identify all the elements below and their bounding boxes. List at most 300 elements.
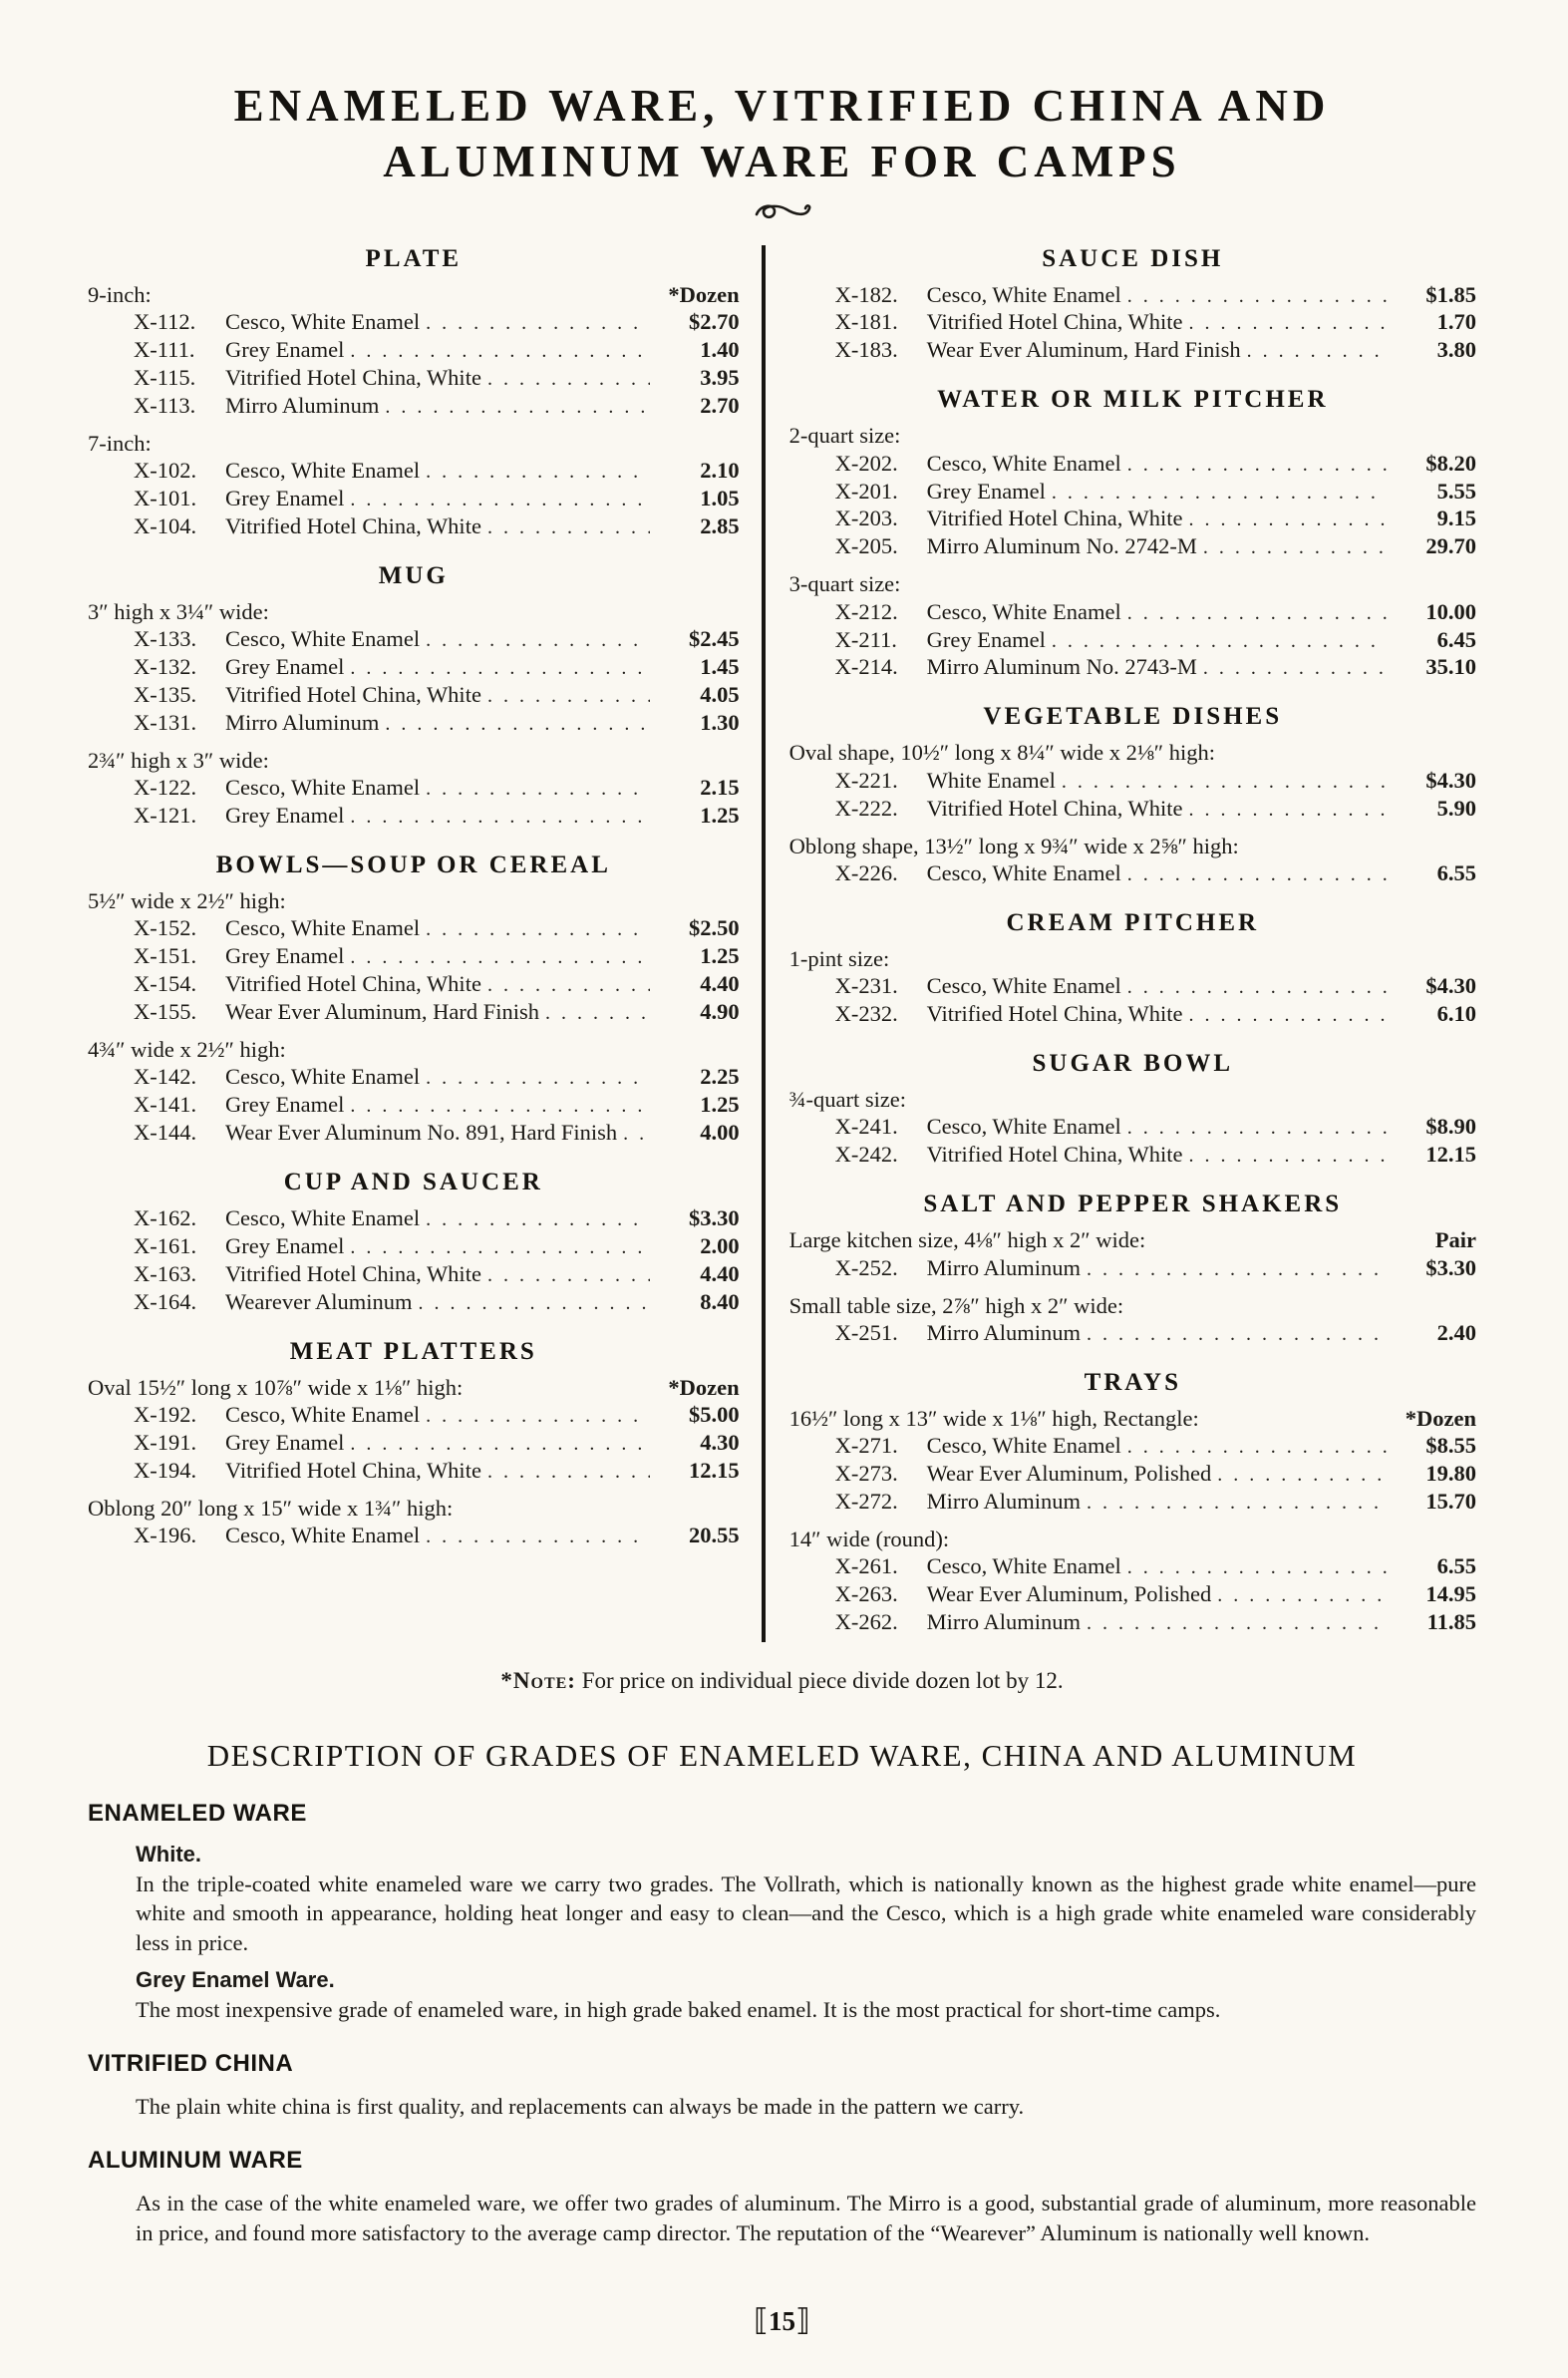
item-code: X-203.	[834, 506, 898, 531]
description-section-title: ALUMINUM WARE	[88, 2147, 303, 2175]
group-size-label: 4¾″ wide x 2½″ high:	[88, 1036, 286, 1062]
dot-leader	[1087, 1488, 1387, 1516]
dot-leader	[1203, 653, 1387, 681]
description-subtitle: Grey Enamel Ware.	[136, 1966, 335, 1992]
group-head	[789, 1292, 1476, 1319]
item-price: 19.80	[1425, 1461, 1476, 1487]
item-code: X-262.	[834, 1609, 898, 1635]
group-size-label: 2¾″ high x 3″ wide:	[88, 747, 269, 773]
group-size-label: 5½″ wide x 2½″ high:	[88, 887, 286, 913]
catalog-item	[88, 625, 740, 653]
item-description: Vitrified Hotel China, White	[926, 1142, 1183, 1168]
section-title: PLATE	[365, 244, 463, 272]
item-group	[789, 1292, 1476, 1347]
item-description: Cesco, White Enamel	[926, 1553, 1121, 1579]
dot-leader	[385, 392, 649, 420]
item-price: 29.70	[1425, 533, 1476, 559]
catalog-section	[789, 703, 1476, 887]
catalog-column-left	[88, 245, 762, 1643]
item-price: 2.10	[700, 457, 740, 483]
section-title: CUP AND SAUCER	[283, 1168, 543, 1195]
catalog-item	[88, 1522, 740, 1549]
catalog-item	[789, 767, 1476, 795]
item-description: Grey Enamel	[225, 943, 345, 969]
dot-leader	[1189, 1141, 1387, 1169]
catalog-item	[88, 1063, 740, 1091]
item-code: X-112.	[134, 308, 196, 334]
item-price: 35.10	[1425, 654, 1476, 680]
catalog-columns	[88, 245, 1476, 1643]
section-title: MEAT PLATTERS	[289, 1337, 537, 1365]
dot-leader	[1062, 767, 1387, 795]
item-code: X-242.	[834, 1142, 898, 1168]
description-paragraph: In the triple-coated white enameled ware we carry two grades. The Vollrath, which is nationally known as the highest grade white enamel—pure white and smooth in appearance, holding heat longer and easy to clean—and the Cesco, which is a high grade white enameled ware considerably less in price.	[136, 1871, 1476, 1955]
item-code: X-231.	[834, 973, 898, 999]
item-price: 4.40	[700, 971, 740, 997]
catalog-section	[88, 1169, 740, 1316]
page-title-line1: ENAMELED WARE, VITRIFIED CHINA AND	[233, 81, 1331, 131]
catalog-item	[789, 795, 1476, 823]
item-description: Mirro Aluminum	[926, 1609, 1081, 1635]
item-description: Wear Ever Aluminum, Hard Finish	[225, 998, 540, 1024]
item-group	[789, 281, 1476, 365]
item-group	[88, 598, 740, 737]
item-description: Cesco, White Enamel	[225, 915, 421, 941]
dot-leader	[426, 1522, 649, 1549]
catalog-column-right	[762, 245, 1476, 1643]
item-description: Cesco, White Enamel	[926, 450, 1121, 476]
item-code: X-155.	[134, 998, 197, 1024]
item-description: Cesco, White Enamel	[225, 775, 421, 801]
page-number-value: 15	[769, 2305, 795, 2336]
dot-leader	[350, 1232, 649, 1260]
item-description: Wear Ever Aluminum, Polished	[926, 1461, 1212, 1487]
item-code: X-104.	[134, 512, 197, 538]
item-code: X-211.	[834, 626, 897, 652]
item-group	[88, 1374, 740, 1485]
item-code: X-142.	[134, 1064, 197, 1090]
item-group	[789, 833, 1476, 887]
group-size-label: Oval 15½″ long x 10⅞″ wide x 1⅛″ high:	[88, 1374, 464, 1400]
description-sections	[88, 1800, 1476, 2247]
item-code: X-271.	[834, 1433, 898, 1459]
item-price: 2.70	[700, 392, 740, 418]
group-size-label: 3-quart size:	[788, 571, 901, 597]
item-description: Wearever Aluminum	[225, 1288, 413, 1314]
item-description: Cesco, White Enamel	[225, 1204, 421, 1230]
description-heading: DESCRIPTION OF GRADES OF ENAMELED WARE, CHINA AND ALUMINUM	[206, 1738, 1358, 1774]
item-code: X-161.	[134, 1232, 197, 1258]
item-description: Grey Enamel	[926, 478, 1046, 504]
section-title: SAUCE DISH	[1042, 244, 1224, 272]
item-description: Mirro Aluminum	[225, 392, 380, 418]
item-description: Mirro Aluminum	[225, 709, 380, 735]
item-description: Cesco, White Enamel	[225, 457, 421, 483]
item-description: Cesco, White Enamel	[926, 1114, 1121, 1140]
catalog-section	[88, 851, 740, 1147]
item-price: 9.15	[1436, 506, 1476, 531]
item-description: Cesco, White Enamel	[926, 973, 1121, 999]
item-description: Cesco, White Enamel	[225, 626, 421, 652]
dot-leader	[1127, 859, 1387, 887]
item-code: X-191.	[134, 1429, 197, 1455]
catalog-item	[789, 450, 1476, 478]
item-code: X-241.	[834, 1114, 898, 1140]
catalog-section	[789, 1190, 1476, 1347]
item-description: Cesco, White Enamel	[926, 859, 1121, 885]
dot-leader	[487, 681, 650, 709]
catalog-item	[789, 336, 1476, 364]
item-code: X-222.	[834, 795, 898, 821]
item-price: 1.30	[700, 709, 740, 735]
item-code: X-183.	[834, 337, 898, 363]
item-code: X-111.	[134, 336, 195, 362]
group-head	[88, 1374, 740, 1401]
item-price: 1.25	[700, 1092, 740, 1118]
catalog-section	[88, 562, 740, 830]
catalog-section	[789, 909, 1476, 1028]
item-price: $4.30	[1425, 973, 1476, 999]
price-unit-label: *Dozen	[1405, 1405, 1476, 1431]
group-head	[789, 570, 1476, 597]
catalog-item	[88, 1119, 740, 1147]
group-size-label: 3″ high x 3¼″ wide:	[88, 598, 269, 624]
catalog-section	[88, 1338, 740, 1549]
item-code: X-144.	[134, 1120, 197, 1146]
item-description: Vitrified Hotel China, White	[225, 1457, 481, 1483]
dot-leader	[1127, 281, 1387, 309]
item-description: White Enamel	[926, 767, 1056, 793]
item-description: Grey Enamel	[225, 485, 345, 510]
item-code: X-201.	[834, 478, 898, 504]
item-group	[789, 1405, 1476, 1516]
item-group	[88, 887, 740, 1026]
item-description: Vitrified Hotel China, White	[926, 795, 1183, 821]
catalog-item	[789, 1319, 1476, 1347]
catalog-item	[789, 478, 1476, 506]
group-head	[88, 747, 740, 774]
item-code: X-122.	[134, 775, 197, 801]
dot-leader	[1217, 1580, 1387, 1608]
price-note-text: For price on individual piece divide dozen lot by 12.	[581, 1668, 1064, 1694]
item-description: Cesco, White Enamel	[225, 1401, 421, 1427]
dot-leader	[1217, 1460, 1387, 1488]
item-price: 6.10	[1436, 1001, 1476, 1027]
item-code: X-212.	[834, 598, 898, 624]
item-price: $3.30	[1425, 1254, 1476, 1280]
catalog-item	[88, 1232, 740, 1260]
item-description: Cesco, White Enamel	[225, 1523, 421, 1548]
item-price: $4.30	[1425, 767, 1476, 793]
item-code: X-132.	[134, 653, 197, 679]
item-code: X-214.	[834, 654, 898, 680]
item-code: X-102.	[134, 457, 197, 483]
item-price: $1.85	[1425, 281, 1476, 307]
catalog-item	[88, 308, 740, 336]
item-group	[789, 422, 1476, 560]
catalog-item	[88, 392, 740, 420]
dot-leader	[1247, 336, 1387, 364]
group-head	[88, 1495, 740, 1522]
item-description: Mirro Aluminum	[926, 1254, 1081, 1280]
catalog-item	[88, 336, 740, 364]
group-head	[88, 281, 740, 308]
group-head	[789, 1526, 1476, 1552]
item-price: 1.25	[700, 802, 740, 828]
group-head	[789, 833, 1476, 859]
dot-leader	[1127, 1113, 1387, 1141]
item-group	[88, 747, 740, 830]
group-size-label: Oblong 20″ long x 15″ wide x 1¾″ high:	[88, 1495, 454, 1521]
catalog-item	[88, 970, 740, 998]
catalog-section	[789, 245, 1476, 365]
item-description: Vitrified Hotel China, White	[225, 364, 481, 390]
dot-leader	[1127, 598, 1387, 626]
catalog-item	[88, 942, 740, 970]
item-description: Vitrified Hotel China, White	[225, 1260, 481, 1286]
description-block	[136, 1967, 1476, 2024]
item-description: Vitrified Hotel China, White	[926, 309, 1183, 335]
item-price: 1.05	[700, 485, 740, 510]
item-description: Grey Enamel	[926, 626, 1046, 652]
item-price: $8.20	[1425, 450, 1476, 476]
item-price: 3.80	[1436, 337, 1476, 363]
ornament-flourish	[88, 200, 1476, 231]
dot-leader	[1189, 795, 1387, 823]
catalog-item	[88, 709, 740, 737]
page-number-bracket-left: ⟦	[754, 2302, 769, 2338]
item-description: Cesco, White Enamel	[926, 1433, 1121, 1459]
section-title: SALT AND PEPPER SHAKERS	[923, 1190, 1343, 1218]
item-description: Vitrified Hotel China, White	[225, 971, 481, 997]
catalog-item	[88, 774, 740, 802]
dot-leader	[1127, 450, 1387, 478]
item-description: Grey Enamel	[225, 336, 345, 362]
dot-leader	[487, 1457, 650, 1485]
catalog-item	[789, 1580, 1476, 1608]
price-note-prefix: *Note:	[500, 1668, 576, 1694]
item-code: X-205.	[834, 533, 898, 559]
item-price: 12.15	[688, 1457, 740, 1483]
catalog-item	[88, 653, 740, 681]
group-size-label: ¾-quart size:	[788, 1087, 907, 1113]
catalog-item	[88, 512, 740, 540]
dot-leader	[1189, 308, 1387, 336]
catalog-item	[789, 859, 1476, 887]
dot-leader	[1189, 1000, 1387, 1028]
group-size-label: 16½″ long x 13″ wide x 1⅛″ high, Rectangle:	[788, 1405, 1199, 1431]
catalog-item	[88, 1288, 740, 1316]
item-price: $8.90	[1425, 1114, 1476, 1140]
item-code: X-163.	[134, 1260, 197, 1286]
dot-leader	[1203, 532, 1387, 560]
item-code: X-226.	[834, 859, 898, 885]
dot-leader	[1052, 478, 1387, 506]
item-description: Wear Ever Aluminum, Polished	[926, 1581, 1212, 1607]
item-price: 5.90	[1436, 795, 1476, 821]
catalog-item	[88, 914, 740, 942]
item-price: 5.55	[1436, 478, 1476, 504]
catalog-item	[789, 1113, 1476, 1141]
item-code: X-252.	[834, 1254, 898, 1280]
page-title-line2: ALUMINUM WARE FOR CAMPS	[383, 137, 1181, 187]
catalog-item	[88, 1401, 740, 1429]
item-description: Mirro Aluminum No. 2743-M	[926, 654, 1197, 680]
catalog-item	[789, 505, 1476, 532]
description-section	[88, 1800, 1476, 2024]
dot-leader	[1189, 505, 1387, 532]
dot-leader	[487, 1260, 650, 1288]
dot-leader	[350, 1091, 649, 1119]
item-code: X-263.	[834, 1581, 898, 1607]
group-size-label: Oblong shape, 13½″ long x 9¾″ wide x 2⅝″ high:	[788, 833, 1239, 858]
item-price: $5.00	[688, 1401, 740, 1427]
page-title	[88, 78, 1476, 190]
dot-leader	[426, 457, 649, 485]
catalog-item	[88, 802, 740, 830]
catalog-item	[789, 1608, 1476, 1636]
description-section-title: VITRIFIED CHINA	[88, 2050, 294, 2078]
description-paragraph: The most inexpensive grade of enameled ware, in high grade baked enamel. It is the most practical for short-time camps.	[136, 1996, 1221, 2022]
dot-leader	[350, 336, 649, 364]
price-unit-label: *Dozen	[668, 281, 740, 307]
item-description: Mirro Aluminum No. 2742-M	[926, 533, 1197, 559]
dot-leader	[1127, 1552, 1387, 1580]
group-head	[789, 422, 1476, 449]
catalog-item	[789, 972, 1476, 1000]
catalog-item	[789, 1488, 1476, 1516]
item-price: 12.15	[1425, 1142, 1476, 1168]
description-paragraph: As in the case of the white enameled ware, we offer two grades of aluminum. The Mirro is a good, substantial grade of aluminum, more reasonable in price, and found more satisfactory to the average camp director. The reputation of the “Wearever” Aluminum is nationally well known.	[136, 2191, 1476, 2245]
dot-leader	[426, 1401, 649, 1429]
group-head	[88, 1036, 740, 1063]
item-group	[88, 430, 740, 540]
item-price: 4.30	[700, 1429, 740, 1455]
dot-leader	[350, 802, 649, 830]
group-head	[789, 739, 1476, 766]
item-group	[88, 1036, 740, 1147]
catalog-item	[88, 998, 740, 1026]
item-code: X-272.	[834, 1489, 898, 1515]
item-price: 2.40	[1436, 1320, 1476, 1346]
item-code: X-135.	[134, 681, 197, 707]
item-price: $2.70	[688, 308, 740, 334]
section-title: VEGETABLE DISHES	[983, 703, 1283, 731]
section-title: WATER OR MILK PITCHER	[937, 386, 1329, 414]
item-price: 2.00	[700, 1232, 740, 1258]
dot-leader	[385, 709, 649, 737]
item-code: X-113.	[134, 392, 196, 418]
item-code: X-115.	[134, 364, 196, 390]
item-code: X-152.	[134, 915, 197, 941]
item-price: 2.25	[700, 1064, 740, 1090]
item-code: X-202.	[834, 450, 898, 476]
item-code: X-121.	[134, 802, 197, 828]
description-block	[136, 2092, 1476, 2121]
dot-leader	[1127, 972, 1387, 1000]
item-group	[88, 1495, 740, 1549]
description-paragraph: The plain white china is first quality, and replacements can always be made in the pattern we carry.	[136, 2094, 1025, 2120]
catalog-item	[789, 308, 1476, 336]
catalog-item	[88, 1457, 740, 1485]
group-size-label: 14″ wide (round):	[788, 1527, 950, 1552]
catalog-item	[88, 1204, 740, 1232]
dot-leader	[426, 774, 649, 802]
dot-leader	[1127, 1432, 1387, 1460]
catalog-item	[789, 1432, 1476, 1460]
item-price: 2.85	[700, 512, 740, 538]
item-price: 11.85	[1426, 1609, 1476, 1635]
catalog-item	[789, 1460, 1476, 1488]
description-block	[136, 1842, 1476, 1957]
dot-leader	[426, 625, 649, 653]
price-note	[88, 1668, 1476, 1694]
catalog-item	[789, 626, 1476, 654]
item-price: $2.50	[688, 915, 740, 941]
catalog-item	[789, 1000, 1476, 1028]
dot-leader	[1087, 1319, 1387, 1347]
group-size-label: Oval shape, 10½″ long x 8¼″ wide x 2⅛″ high:	[788, 740, 1216, 766]
catalog-item	[88, 1429, 740, 1457]
flourish-icon	[751, 200, 814, 226]
item-code: X-154.	[134, 971, 197, 997]
catalog-item	[789, 281, 1476, 309]
item-code: X-101.	[134, 485, 197, 510]
item-description: Cesco, White Enamel	[926, 598, 1121, 624]
description-section	[88, 2147, 1476, 2247]
dot-leader	[350, 653, 649, 681]
item-group	[789, 1226, 1476, 1281]
item-code: X-261.	[834, 1553, 898, 1579]
item-description: Wear Ever Aluminum, Hard Finish	[926, 337, 1241, 363]
item-price: 14.95	[1425, 1581, 1476, 1607]
catalog-item	[88, 457, 740, 485]
section-title: BOWLS—SOUP OR CEREAL	[215, 850, 611, 878]
dot-leader	[487, 970, 650, 998]
item-code: X-162.	[134, 1204, 197, 1230]
group-head	[789, 1226, 1476, 1253]
item-description: Grey Enamel	[225, 1092, 345, 1118]
page-number	[88, 2303, 1476, 2338]
item-price: $3.30	[688, 1204, 740, 1230]
item-code: X-196.	[134, 1523, 197, 1548]
page-number-bracket-right: ⟧	[795, 2302, 810, 2338]
group-size-label: 9-inch:	[88, 281, 152, 307]
item-price: $8.55	[1425, 1433, 1476, 1459]
catalog-item	[88, 681, 740, 709]
item-code: X-194.	[134, 1457, 197, 1483]
catalog-section	[789, 1050, 1476, 1169]
catalog-section	[789, 386, 1476, 681]
dot-leader	[487, 364, 650, 392]
item-price: 3.95	[700, 364, 740, 390]
section-title: MUG	[378, 561, 449, 589]
catalog-section	[88, 245, 740, 540]
item-code: X-131.	[134, 709, 197, 735]
item-price: 1.25	[700, 943, 740, 969]
description-subtitle: White.	[136, 1842, 201, 1868]
item-description: Vitrified Hotel China, White	[225, 681, 481, 707]
item-description: Grey Enamel	[225, 802, 345, 828]
item-description: Grey Enamel	[225, 1429, 345, 1455]
group-size-label: 2-quart size:	[788, 423, 901, 449]
description-section	[88, 2050, 1476, 2121]
catalog-section	[789, 1369, 1476, 1636]
item-price: 4.90	[700, 998, 740, 1024]
item-description: Wear Ever Aluminum No. 891, Hard Finish	[225, 1120, 618, 1146]
item-code: X-141.	[134, 1092, 197, 1118]
group-size-label: 7-inch:	[88, 430, 152, 456]
